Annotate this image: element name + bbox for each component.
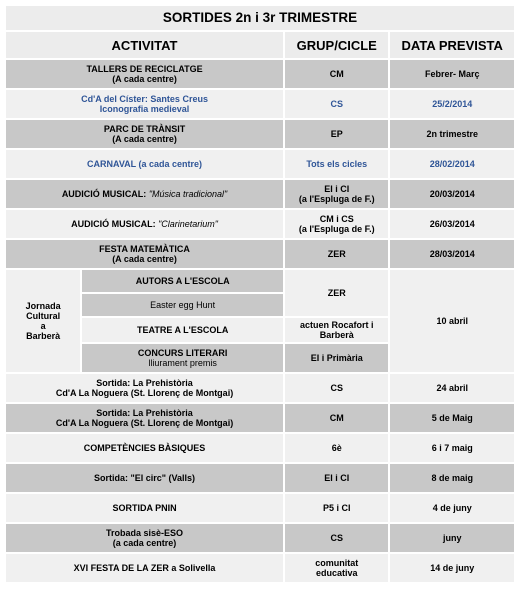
date-cell: 6 i 7 maig xyxy=(431,443,473,453)
schedule-table xyxy=(4,4,516,584)
activity-cell xyxy=(6,374,283,402)
activity-italic: "Música tradicional" xyxy=(148,189,228,199)
activity-cell xyxy=(6,60,283,88)
activity-subtitle: Iconografia medieval xyxy=(99,104,190,114)
group-cell xyxy=(285,210,388,238)
group-cell xyxy=(285,180,388,208)
group-cell: CS xyxy=(330,533,344,543)
activity-cell xyxy=(6,120,283,148)
table-row xyxy=(6,240,514,268)
table-row xyxy=(6,434,514,462)
header-grup: GRUP/CICLE xyxy=(285,32,388,58)
activity-title: TALLERS DE RECICLATGE xyxy=(86,64,203,74)
activity-cell xyxy=(6,210,283,238)
jornada-line: a xyxy=(40,321,46,331)
activity-title: FESTA MATEMÀTICA xyxy=(99,244,190,254)
table-row xyxy=(6,404,514,432)
date-cell: 24 abril xyxy=(436,383,468,393)
table-row xyxy=(6,524,514,552)
title-row xyxy=(6,6,514,30)
group-cell: CS xyxy=(330,383,344,393)
date-cell: 4 de juny xyxy=(432,503,472,513)
group-line-2: Barberà xyxy=(319,330,354,340)
header-data: DATA PREVISTA xyxy=(390,32,514,58)
activity-subtitle: (a cada centre) xyxy=(112,538,177,548)
activity-title: AUDICIÓ MUSICAL: xyxy=(71,219,159,229)
activity-subtitle: (A cada centre) xyxy=(112,134,177,144)
date-cell: 28/03/2014 xyxy=(429,249,475,259)
activity-title: PARC DE TRÀNSIT xyxy=(103,124,186,134)
group-line-1: comunitat xyxy=(315,558,359,568)
table-row xyxy=(6,210,514,238)
date-cell: 2n trimestre xyxy=(426,129,478,139)
jornada-line: Cultural xyxy=(26,311,61,321)
activity-title: AUDICIÓ MUSICAL: xyxy=(61,189,149,199)
group-cell: CM xyxy=(329,413,344,423)
activity-cell: Easter egg Hunt xyxy=(82,294,283,316)
date-cell: 8 de maig xyxy=(431,473,473,483)
activity-italic: "Clarinetarium" xyxy=(158,219,218,229)
header-row xyxy=(6,32,514,58)
activity-subtitle: (A cada centre) xyxy=(112,74,177,84)
activity-title: Trobada sisè-ESO xyxy=(106,528,184,538)
group-line-2: (a l'Espluga de F.) xyxy=(298,224,375,234)
schedule-table-container xyxy=(4,4,516,584)
jornada-row xyxy=(6,270,514,292)
table-row xyxy=(6,120,514,148)
activity-cell: AUTORS A L'ESCOLA xyxy=(82,270,283,292)
activity-subtitle: Cd'A La Noguera (St. Llorenç de Montgai) xyxy=(55,418,234,428)
date-cell: 26/03/2014 xyxy=(429,219,475,229)
activity-cell xyxy=(6,404,283,432)
group-cell: ZER xyxy=(327,249,346,259)
activity-subtitle: lliurament premis xyxy=(148,358,217,368)
table-row xyxy=(6,90,514,118)
group-cell: ZER xyxy=(285,270,388,316)
date-cell: 14 de juny xyxy=(430,563,475,573)
table-row xyxy=(6,554,514,582)
activity-cell: COMPETÈNCIES BÀSIQUES xyxy=(83,443,206,453)
table-row xyxy=(6,464,514,492)
group-line-1: EI i CI xyxy=(324,184,350,194)
group-line-2: (a l'Espluga de F.) xyxy=(298,194,375,204)
group-cell: Tots els cicles xyxy=(306,159,368,169)
group-cell xyxy=(285,554,388,582)
table-row xyxy=(6,180,514,208)
activity-title: Sortida: La Prehistòria xyxy=(96,378,193,388)
group-cell xyxy=(285,318,388,342)
date-cell: 28/02/2014 xyxy=(429,159,475,169)
activity-title: Cd'A del Císter: Santes Creus xyxy=(81,94,208,104)
activity-title: CONCURS LITERARI xyxy=(137,348,228,358)
jornada-cell xyxy=(6,270,80,372)
activity-cell: SORTIDA PNIN xyxy=(112,503,177,513)
group-cell: P5 i CI xyxy=(323,503,351,513)
group-line-1: CM i CS xyxy=(319,214,354,224)
activity-cell: TEATRE A L'ESCOLA xyxy=(82,318,283,342)
date-cell: 10 abril xyxy=(390,270,514,372)
activity-cell: Sortida: "El circ" (Valls) xyxy=(93,473,196,483)
activity-cell xyxy=(6,90,283,118)
group-cell: 6è xyxy=(331,443,342,453)
activity-cell: CARNAVAL (a cada centre) xyxy=(87,159,203,169)
group-cell: EP xyxy=(330,129,343,139)
jornada-line: Barberà xyxy=(26,331,61,341)
activity-cell xyxy=(6,240,283,268)
table-row xyxy=(6,60,514,88)
activity-cell xyxy=(82,344,283,372)
date-cell: 20/03/2014 xyxy=(429,189,475,199)
activity-cell xyxy=(6,180,283,208)
table-row xyxy=(6,494,514,522)
date-cell: juny xyxy=(442,533,462,543)
table-row xyxy=(6,374,514,402)
group-line-1: actuen Rocafort i xyxy=(300,320,374,330)
group-cell: EI i Primària xyxy=(285,344,388,372)
date-cell: 25/2/2014 xyxy=(432,99,473,109)
table-row xyxy=(6,150,514,178)
table-title: SORTIDES 2n i 3r TRIMESTRE xyxy=(6,6,514,30)
activity-title: Sortida: La Prehistòria xyxy=(96,408,193,418)
activity-cell xyxy=(6,524,283,552)
activity-subtitle: (A cada centre) xyxy=(112,254,177,264)
date-cell: 5 de Maig xyxy=(431,413,473,423)
activity-subtitle: Cd'A La Noguera (St. Llorenç de Montgai) xyxy=(55,388,234,398)
jornada-line: Jornada xyxy=(25,301,61,311)
date-cell: Febrer- Març xyxy=(424,69,480,79)
group-cell: EI i CI xyxy=(324,473,350,483)
group-cell: CM xyxy=(329,69,344,79)
group-line-2: educativa xyxy=(315,568,358,578)
activity-cell: XVI FESTA DE LA ZER a Solivella xyxy=(73,563,216,573)
header-activitat: ACTIVITAT xyxy=(6,32,283,58)
group-cell: CS xyxy=(330,99,344,109)
